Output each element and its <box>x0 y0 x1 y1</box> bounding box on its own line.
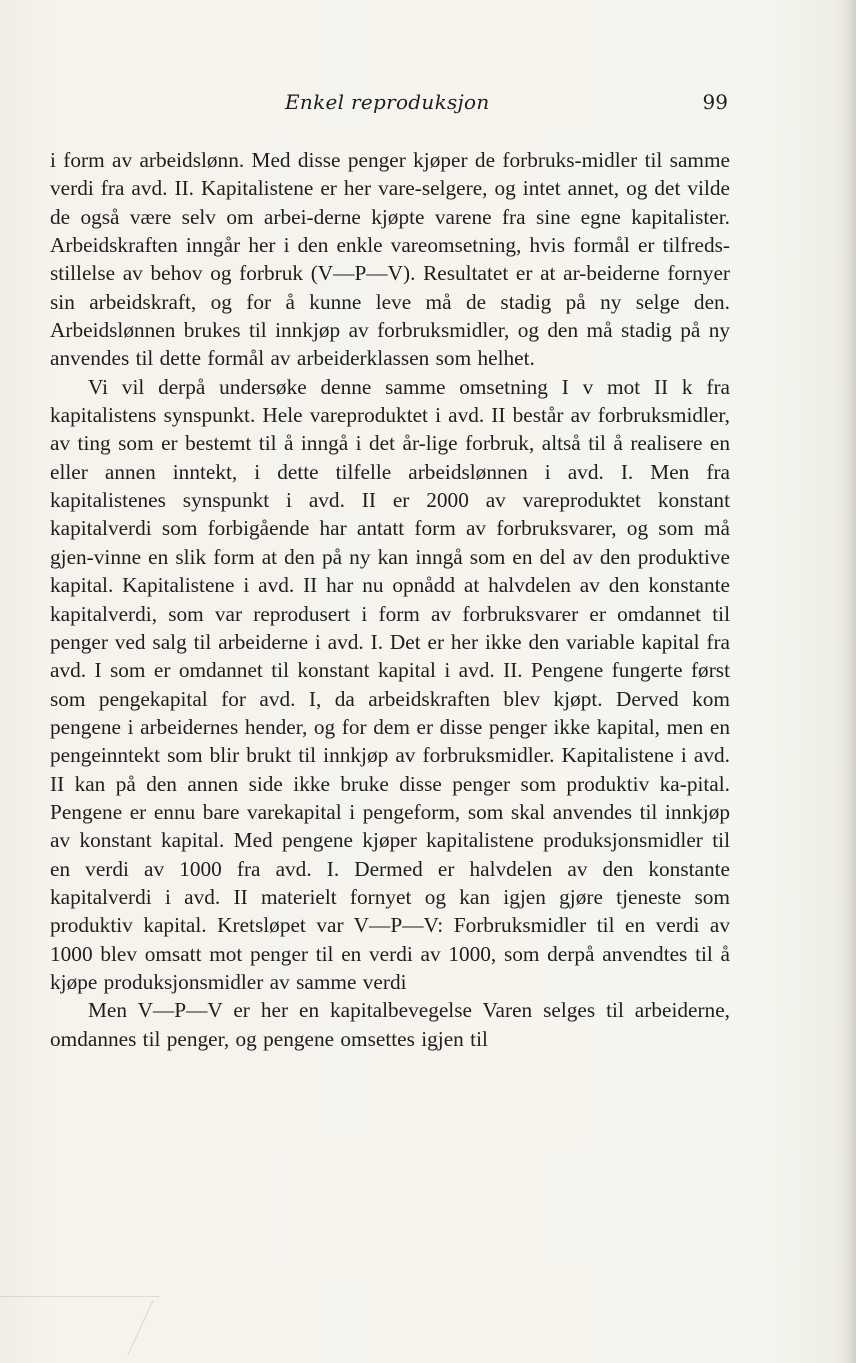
scan-artifact-mark <box>127 1300 178 1355</box>
page-header <box>50 88 730 124</box>
scan-artifact-line <box>0 1296 160 1297</box>
running-title: Enkel reproduksjon <box>285 90 490 114</box>
paragraph-1: i form av arbeidslønn. Med disse penger kjøper de forbruks-midler til samme verdi fra avd. II. Kapitalistene er her vare-selgere, og intet annet, og det vilde de også være selv om arbei-derne kjøpte varene fra sine egne kapitalister. Arbeidskraften inngår her i den enkle vareomsetning, hvis formål er tilfreds-stillelse av behov og forbruk (V—P—V). Resultatet er at ar-beiderne fornyer sin arbeidskraft, og for å kunne leve må de stadig på ny selge den. Arbeidslønnen brukes til innkjøp av forbruksmidler, og den må stadig på ny anvendes til dette formål av arbeiderklassen som helhet. <box>50 148 730 371</box>
paragraph-3: Men V—P—V er her en kapitalbevegelse Varen selges til arbeiderne, omdannes til penger, og pengene omsettes igjen til <box>50 998 730 1051</box>
body-text <box>50 146 730 1053</box>
page-edge-shadow <box>838 0 856 1363</box>
page-number: 99 <box>702 90 728 114</box>
paragraph-2: Vi vil derpå undersøke denne samme omsetning I v mot II k fra kapitalistens synspunkt. Hele vareproduktet i avd. II består av forbruksmidler, av ting som er bestemt til å inngå i det år-lige forbruk, altså til å realisere en eller annen inntekt, i dette tilfelle arbeidslønnen i avd. I. Men fra kapitalistenes synspunkt i avd. II er 2000 av vareproduktet konstant kapitalverdi som forbigående har antatt form av forbruksvarer, og som må gjen-vinne en slik form at den på ny kan inngå som en del av den produktive kapital. Kapitalistene i avd. II har nu opnådd at halvdelen av den konstante kapitalverdi, som var reprodusert i form av forbruksvarer er omdannet til penger ved salg til arbeiderne i avd. I. Det er her ikke den variable kapital fra avd. I som er omdannet til konstant kapital i avd. II. Pengene fungerte først som pengekapital for avd. I, da arbeidskraften blev kjøpt. Derved kom pengene i arbeidernes hender, og for dem er disse penger ikke kapital, men en pengeinntekt som blir brukt til innkjøp av forbruksmidler. Kapitalistene i avd. II kan på den annen side ikke bruke disse penger som produktiv ka-pital. Pengene er ennu bare varekapital i pengeform, som skal anvendes til innkjøp av konstant kapital. Med pengene kjøper kapitalistene produksjonsmidler til en verdi av 1000 fra avd. I. Dermed er halvdelen av den konstante kapitalverdi i avd. II materielt fornyet og kan igjen gjøre tjeneste som produktiv kapital. Kretsløpet var V—P—V: Forbruksmidler til en verdi av 1000 blev omsatt mot penger til en verdi av 1000, som derpå anvendtes til å kjøpe produksjonsmidler av samme verdi <box>50 374 730 994</box>
